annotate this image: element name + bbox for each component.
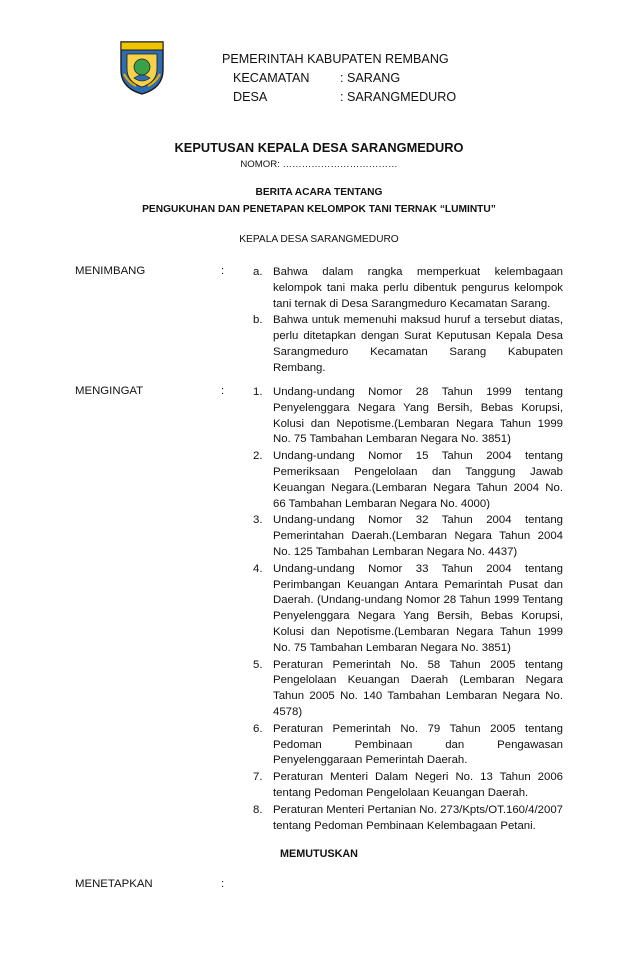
item-text: Peraturan Pemerintah No. 58 Tahun 2005 tentang Pengelolaan Keuangan Daerah (Lembaran Negara Tahun 2005 No. 140 Tambahan Lembaran Negara No. 4578) <box>273 658 563 718</box>
mengingat-item-8 <box>253 803 563 835</box>
menimbang-list <box>253 265 563 378</box>
menimbang-colon: : <box>221 265 225 277</box>
mengingat-item-3 <box>253 513 563 560</box>
mengingat-item-1 <box>253 385 563 448</box>
letterhead-desa-label: DESA <box>233 90 268 104</box>
memutuskan-heading: MEMUTUSKAN <box>280 848 358 860</box>
item-marker: 3. <box>253 514 263 527</box>
letterhead-kecamatan-label: KECAMATAN <box>233 71 310 85</box>
mengingat-list <box>253 385 563 835</box>
mengingat-item-2 <box>253 449 563 512</box>
item-text: Peraturan Pemerintah No. 79 Tahun 2005 tentang Pedoman Pembinaan dan Pengawasan Penyelenggaraan Pemerintah Daerah. <box>273 722 563 767</box>
item-marker: a. <box>253 266 263 278</box>
item-text: Undang-undang Nomor 32 Tahun 2004 tentang Pemerintahan Daerah.(Lembaran Negara Tahun 2004 No. 125 Tambahan Lembaran Negara No. 4437) <box>273 514 563 558</box>
item-marker: 2. <box>253 450 263 463</box>
item-marker: b. <box>253 314 263 327</box>
berita-acara-heading: BERITA ACARA TENTANG <box>255 187 383 198</box>
letterhead-government: PEMERINTAH KABUPATEN REMBANG <box>222 52 449 66</box>
item-text: Peraturan Menteri Pertanian No. 273/Kpts/OT.160/4/2007 tentang Pedoman Pembinaan Kelembagaan Petani. <box>273 803 564 832</box>
kepala-desa-heading: KEPALA DESA SARANGMEDURO <box>239 234 399 245</box>
mengingat-item-6 <box>253 722 563 769</box>
item-marker: 5. <box>253 658 263 671</box>
item-marker: 4. <box>253 562 263 575</box>
item-marker: 6. <box>253 722 263 735</box>
item-text: Undang-undang Nomor 33 Tahun 2004 tentang Perimbangan Keuangan Antara Pemarintah Pusat dan Daerah. (Undang-undang Nomor 28 Tahun 1999 Tentang Penyelenggara Negara Yang Bersih, Bebas Korupsi, Kolusi dan Nepotisme.(Lembaran Negara Tahun 1999 No. 75 Tambahan Lembaran Negara No. 3851) <box>273 562 563 654</box>
rembang-emblem-logo <box>118 38 166 96</box>
menimbang-label: MENIMBANG <box>75 265 146 277</box>
mengingat-label: MENGINGAT <box>75 385 144 397</box>
menetapkan-colon: : <box>221 878 225 890</box>
item-text: Bahwa dalam rangka memperkuat kelembagaan kelompok tani maka perlu dibentuk pengurus kelompok tani ternak di Desa Sarangmeduro Kecamatan Sarang. <box>273 266 563 310</box>
document-number: NOMOR: ……………………………… <box>240 159 398 170</box>
item-marker: 7. <box>253 771 263 784</box>
item-marker: 1. <box>253 386 263 398</box>
letterhead-kecamatan-value: : SARANG <box>340 71 401 85</box>
menimbang-item-a <box>253 265 563 312</box>
item-text: Undang-undang Nomor 28 Tahun 1999 tentang Penyelenggara Negara Yang Bersih, Bebas Korupsi, Kolusi dan Nepotisme.(Lembaran Negara Tahun 1999 No. 75 Tambahan Lembaran Negara No. 3851) <box>273 386 563 446</box>
pengukuhan-heading: PENGUKUHAN DAN PENETAPAN KELOMPOK TANI TERNAK “LUMINTU” <box>142 204 496 215</box>
document-title: KEPUTUSAN KEPALA DESA SARANGMEDURO <box>174 140 464 155</box>
menimbang-item-b <box>253 313 563 376</box>
mengingat-item-5 <box>253 658 563 721</box>
item-marker: 8. <box>253 803 263 816</box>
item-text: Peraturan Menteri Dalam Negeri No. 13 Tahun 2006 tentang Pedoman Pengelolaan Keuangan Daerah. <box>273 771 563 799</box>
menetapkan-label: MENETAPKAN <box>75 878 153 890</box>
mengingat-item-7 <box>253 770 563 802</box>
item-text: Undang-undang Nomor 15 Tahun 2004 tentang Pemeriksaan Pengelolaan dan Tanggung Jawab Keuangan Negara.(Lembaran Negara Tahun 2004 No. 66 Tambahan Lembaran Negara No. 4000) <box>273 450 563 510</box>
mengingat-item-4 <box>253 562 563 657</box>
letterhead-desa-value: : SARANGMEDURO <box>340 90 457 104</box>
mengingat-colon: : <box>221 385 225 397</box>
item-text: Bahwa untuk memenuhi maksud huruf a tersebut diatas, perlu ditetapkan dengan Surat Keputusan Kepala Desa Sarangmeduro Kecamatan Sarang Kabupaten Rembang. <box>273 314 563 374</box>
